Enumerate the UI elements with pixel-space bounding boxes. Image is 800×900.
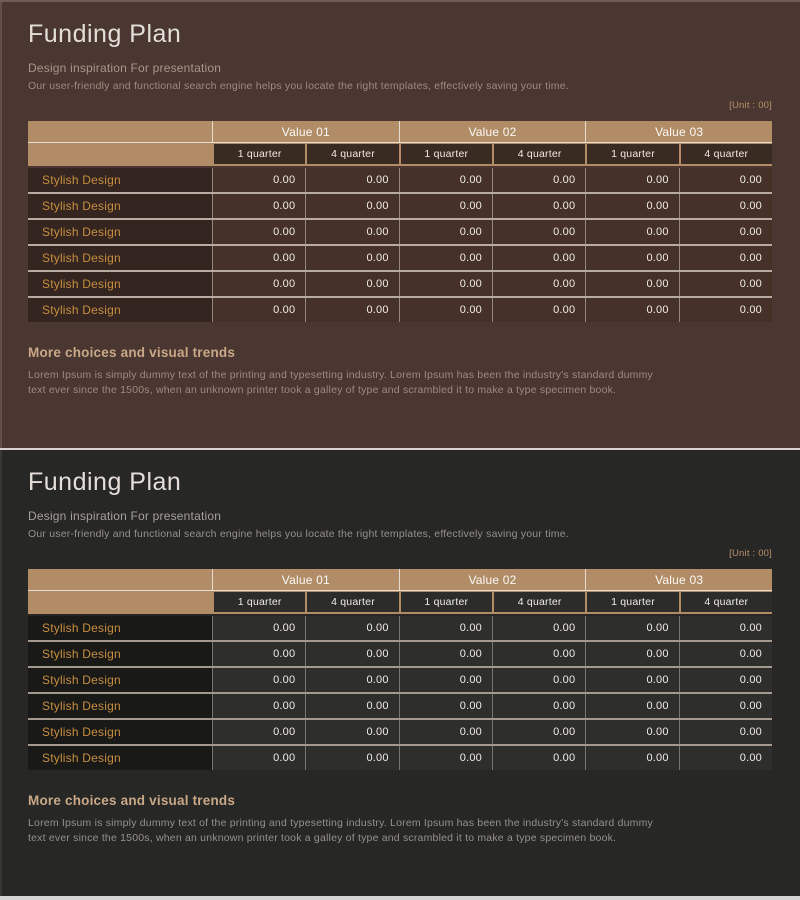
- table-group-header-row: [28, 569, 772, 590]
- value-cell: 0.00: [679, 168, 772, 192]
- value-cell: 0.00: [212, 616, 305, 640]
- value-cell: 0.00: [305, 220, 398, 244]
- value-cell: 0.00: [679, 194, 772, 218]
- row-header-spacer: [28, 569, 212, 590]
- table-row: [28, 666, 772, 692]
- footer-text: Lorem Ipsum is simply dummy text of the printing and typesetting industry. Lorem Ipsum has been the industry's standard dummy text ever since the 1500s, when an unknown printer took a galley of type and scrambled it to make a type specimen book.: [28, 369, 654, 396]
- table-body: [28, 616, 772, 770]
- value-cell: 0.00: [585, 694, 678, 718]
- value-cell: 0.00: [492, 668, 585, 692]
- value-cell: 0.00: [399, 168, 492, 192]
- value-cell: 0.00: [679, 298, 772, 322]
- value-cell: 0.00: [212, 720, 305, 744]
- table-header: [28, 569, 772, 614]
- row-label: Stylish Design: [28, 720, 212, 744]
- value-cell: 0.00: [585, 720, 678, 744]
- value-cell: 0.00: [305, 668, 398, 692]
- value-cell: 0.00: [212, 220, 305, 244]
- group-header-value-03: Value 03: [585, 121, 772, 142]
- table-row: [28, 744, 772, 770]
- value-cell: 0.00: [492, 642, 585, 666]
- footer-heading: More choices and visual trends: [28, 793, 236, 808]
- value-cell: 0.00: [399, 272, 492, 296]
- value-cell: 0.00: [492, 694, 585, 718]
- value-cell: 0.00: [305, 616, 398, 640]
- row-header-spacer: [28, 121, 212, 142]
- value-cell: 0.00: [585, 168, 678, 192]
- value-cell: 0.00: [679, 668, 772, 692]
- table-header: [28, 121, 772, 166]
- group-header-value-01: Value 01: [212, 121, 399, 142]
- table-row: [28, 218, 772, 244]
- value-cell: 0.00: [305, 642, 398, 666]
- value-cell: 0.00: [585, 746, 678, 770]
- value-cell: 0.00: [585, 298, 678, 322]
- value-cell: 0.00: [679, 642, 772, 666]
- value-cell: 0.00: [305, 746, 398, 770]
- description-text: Our user-friendly and functional search engine helps you locate the right templates, effectively saving your time.: [28, 528, 569, 540]
- value-cell: 0.00: [399, 694, 492, 718]
- row-label: Stylish Design: [28, 272, 212, 296]
- group-header-value-01: Value 01: [212, 569, 399, 590]
- group-header-value-02: Value 02: [399, 569, 586, 590]
- value-cell: 0.00: [305, 298, 398, 322]
- table-row: [28, 244, 772, 270]
- value-cell: 0.00: [399, 194, 492, 218]
- slide-panel-brown: [0, 0, 800, 448]
- value-cell: 0.00: [585, 194, 678, 218]
- funding-table: [28, 121, 772, 322]
- table-row: [28, 718, 772, 744]
- page-title: Funding Plan: [28, 468, 182, 496]
- column-header: 4 quarter: [307, 144, 398, 164]
- column-header: 1 quarter: [401, 592, 492, 612]
- column-header: 4 quarter: [681, 592, 772, 612]
- value-cell: 0.00: [492, 194, 585, 218]
- value-cell: 0.00: [212, 668, 305, 692]
- value-cell: 0.00: [305, 694, 398, 718]
- value-cell: 0.00: [305, 272, 398, 296]
- value-cell: 0.00: [212, 168, 305, 192]
- value-cell: 0.00: [212, 272, 305, 296]
- value-cell: 0.00: [492, 298, 585, 322]
- value-cell: 0.00: [212, 194, 305, 218]
- value-cell: 0.00: [585, 246, 678, 270]
- table-row: [28, 192, 772, 218]
- value-cell: 0.00: [399, 298, 492, 322]
- row-label: Stylish Design: [28, 168, 212, 192]
- value-cell: 0.00: [585, 616, 678, 640]
- value-cell: 0.00: [492, 246, 585, 270]
- row-label: Stylish Design: [28, 668, 212, 692]
- value-cell: 0.00: [305, 168, 398, 192]
- description-text: Our user-friendly and functional search engine helps you locate the right templates, effectively saving your time.: [28, 80, 569, 92]
- value-cell: 0.00: [212, 642, 305, 666]
- footer-text: Lorem Ipsum is simply dummy text of the printing and typesetting industry. Lorem Ipsum has been the industry's standard dummy text ever since the 1500s, when an unknown printer took a galley of type and scrambled it to make a type specimen book.: [28, 817, 654, 844]
- value-cell: 0.00: [679, 694, 772, 718]
- column-header: 1 quarter: [587, 592, 678, 612]
- value-cell: 0.00: [399, 616, 492, 640]
- value-cell: 0.00: [679, 616, 772, 640]
- row-label: Stylish Design: [28, 194, 212, 218]
- value-cell: 0.00: [399, 720, 492, 744]
- value-cell: 0.00: [492, 220, 585, 244]
- value-cell: 0.00: [305, 246, 398, 270]
- column-header: 1 quarter: [587, 144, 678, 164]
- value-cell: 0.00: [585, 642, 678, 666]
- row-header-spacer: [30, 144, 212, 164]
- value-cell: 0.00: [492, 720, 585, 744]
- table-group-header-row: [28, 121, 772, 142]
- row-label: Stylish Design: [28, 246, 212, 270]
- value-cell: 0.00: [492, 746, 585, 770]
- value-cell: 0.00: [399, 668, 492, 692]
- page-bottom-strip: [0, 896, 800, 900]
- value-cell: 0.00: [585, 272, 678, 296]
- value-cell: 0.00: [679, 272, 772, 296]
- value-cell: 0.00: [399, 746, 492, 770]
- row-label: Stylish Design: [28, 220, 212, 244]
- value-cell: 0.00: [492, 168, 585, 192]
- row-label: Stylish Design: [28, 616, 212, 640]
- value-cell: 0.00: [305, 720, 398, 744]
- column-header: 4 quarter: [494, 144, 585, 164]
- column-header: 1 quarter: [401, 144, 492, 164]
- column-header: 4 quarter: [494, 592, 585, 612]
- table-row: [28, 296, 772, 322]
- slide-panel-dark: [0, 448, 800, 896]
- value-cell: 0.00: [212, 246, 305, 270]
- value-cell: 0.00: [679, 746, 772, 770]
- row-label: Stylish Design: [28, 694, 212, 718]
- unit-label: [Unit : 00]: [729, 100, 772, 111]
- column-header: 4 quarter: [681, 144, 772, 164]
- subtitle: Design inspiration For presentation: [28, 61, 222, 75]
- row-label: Stylish Design: [28, 298, 212, 322]
- funding-table: [28, 569, 772, 770]
- value-cell: 0.00: [399, 642, 492, 666]
- value-cell: 0.00: [212, 694, 305, 718]
- row-label: Stylish Design: [28, 642, 212, 666]
- table-row: [28, 616, 772, 640]
- column-header: 4 quarter: [307, 592, 398, 612]
- value-cell: 0.00: [212, 746, 305, 770]
- value-cell: 0.00: [492, 272, 585, 296]
- value-cell: 0.00: [305, 194, 398, 218]
- table-row: [28, 168, 772, 192]
- row-label: Stylish Design: [28, 746, 212, 770]
- subtitle: Design inspiration For presentation: [28, 509, 222, 523]
- footer-heading: More choices and visual trends: [28, 345, 236, 360]
- table-row: [28, 640, 772, 666]
- column-header: 1 quarter: [214, 144, 305, 164]
- value-cell: 0.00: [679, 720, 772, 744]
- value-cell: 0.00: [679, 220, 772, 244]
- group-header-value-02: Value 02: [399, 121, 586, 142]
- table-row: [28, 270, 772, 296]
- column-header: 1 quarter: [214, 592, 305, 612]
- unit-label: [Unit : 00]: [729, 548, 772, 559]
- value-cell: 0.00: [492, 616, 585, 640]
- table-body: [28, 168, 772, 322]
- value-cell: 0.00: [585, 668, 678, 692]
- value-cell: 0.00: [585, 220, 678, 244]
- table-row: [28, 692, 772, 718]
- table-subheader-row: [28, 142, 772, 164]
- value-cell: 0.00: [399, 246, 492, 270]
- row-header-spacer: [30, 592, 212, 612]
- value-cell: 0.00: [679, 246, 772, 270]
- value-cell: 0.00: [212, 298, 305, 322]
- value-cell: 0.00: [399, 220, 492, 244]
- table-subheader-row: [28, 590, 772, 612]
- page-title: Funding Plan: [28, 20, 182, 48]
- group-header-value-03: Value 03: [585, 569, 772, 590]
